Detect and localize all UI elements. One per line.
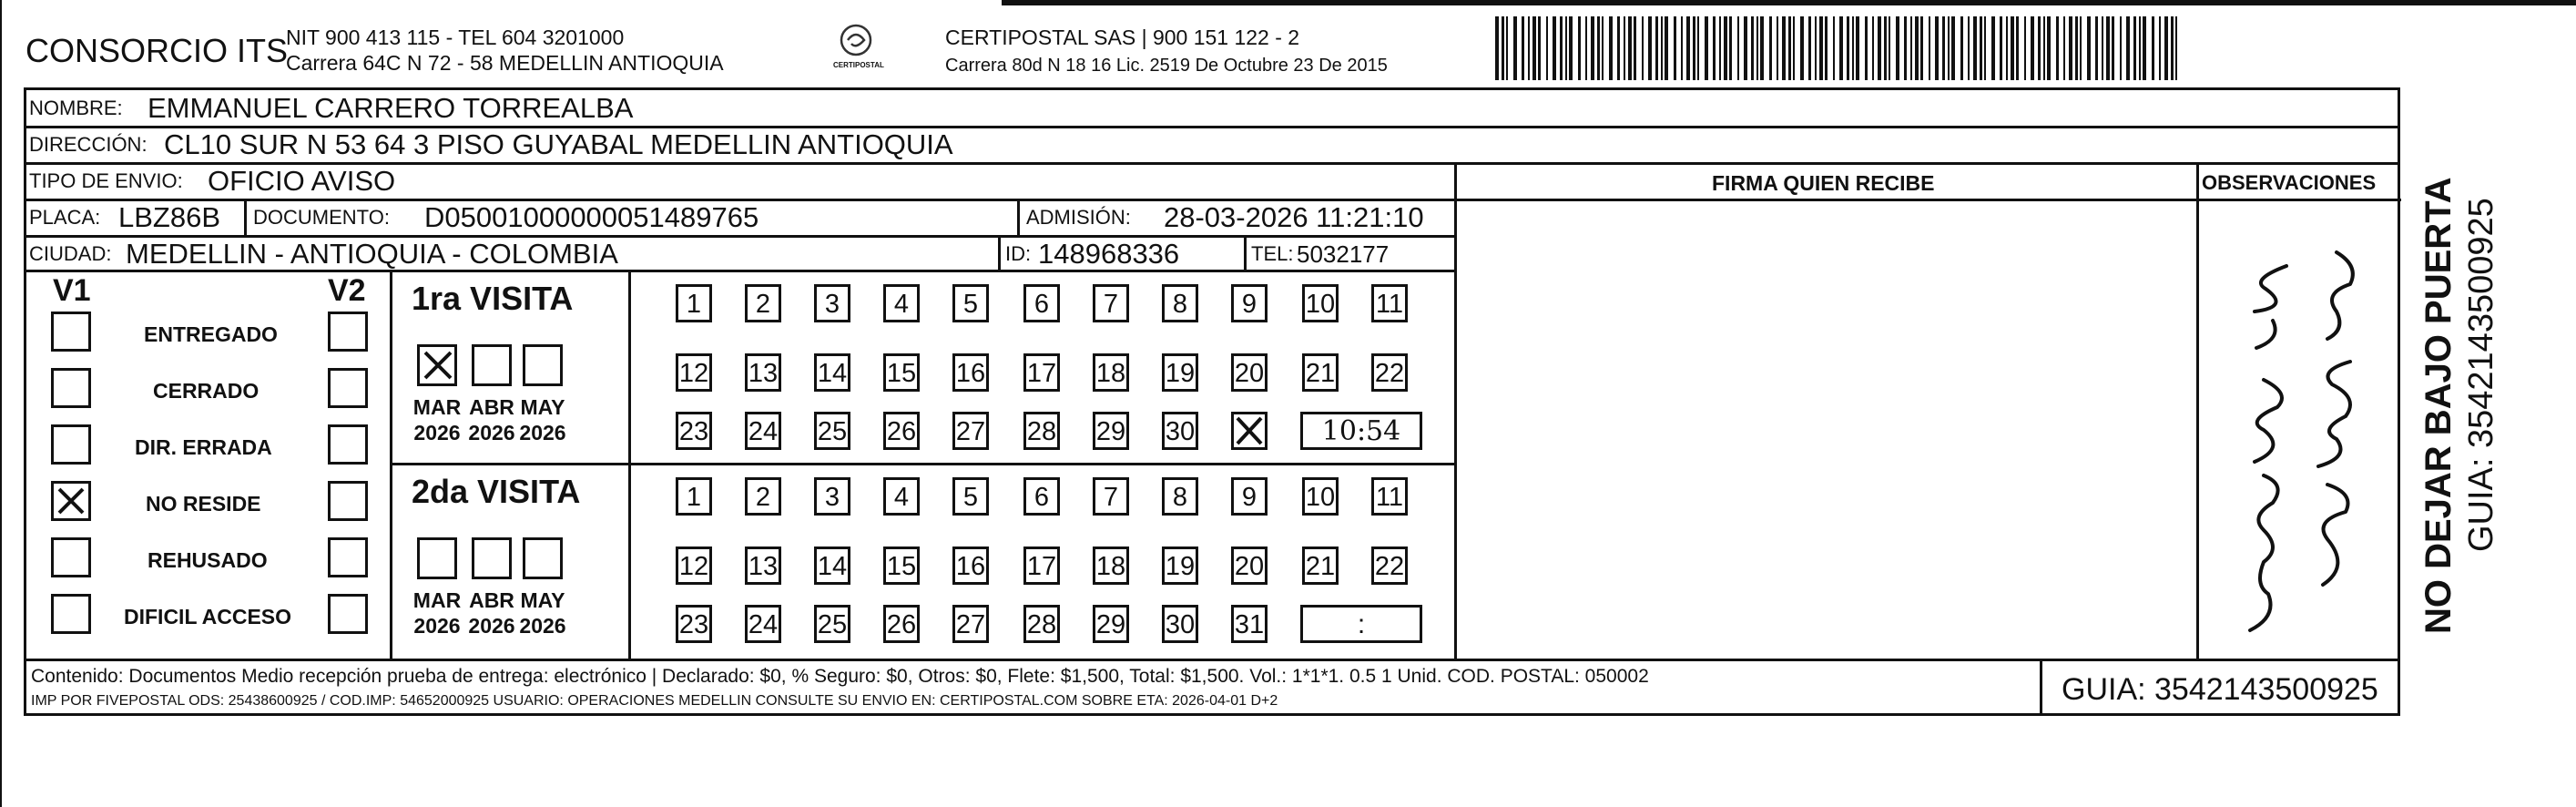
status-option-label: DIR. ERRADA [135,435,272,459]
month-checkbox[interactable] [417,344,457,386]
logo-text: CERTIPOSTAL [833,61,884,69]
x-mark-icon [54,484,88,518]
barcode-bar [1565,16,1567,80]
barcode-bar [1591,16,1594,80]
v1-checkbox[interactable] [51,312,91,352]
barcode-bar [2047,16,2051,80]
barcode-bar [1973,16,1977,80]
barcode-bar [1697,16,1699,80]
day-box[interactable]: 26 [883,412,920,450]
day-box[interactable]: 30 [1162,605,1198,643]
barcode-bar [1502,16,1504,80]
year-label: 2026 [519,614,566,638]
barcode-bar [2011,16,2014,80]
barcode-bar [1686,16,1690,80]
v2-checkbox[interactable] [328,481,368,521]
day-box[interactable]: 6 [1023,477,1060,516]
year-label: 2026 [468,421,515,444]
visit-divider [390,463,1455,465]
barcode-bar [1825,16,1828,80]
documento-label: DOCUMENTO: [253,206,390,229]
day-box[interactable]: 3 [814,477,850,516]
day-box[interactable]: 1 [676,284,712,322]
day-box[interactable]: 14 [814,547,850,585]
certipostal-name: CERTIPOSTAL SAS | 900 151 122 - 2 [945,26,1300,49]
barcode-bar [2126,16,2130,80]
barcode-bar [1648,16,1652,80]
day-box[interactable]: 4 [883,284,920,322]
tel-divider [1244,235,1247,270]
barcode-bar [1522,16,1524,80]
barcode-bar [2175,16,2177,80]
barcode-bar [2102,16,2103,80]
barcode-bar [1528,16,1530,80]
barcode-bar [1769,16,1772,80]
barcode-bar [1756,16,1758,80]
day-box[interactable]: 12 [676,547,712,585]
observaciones-header: OBSERVACIONES [2202,171,2377,194]
admision-label: ADMISIÓN: [1026,206,1131,229]
barcode-bar [1693,16,1695,80]
barcode-bar [1819,16,1823,80]
barcode-bar [2164,16,2168,80]
day-box[interactable]: 24 [745,605,781,643]
day-box[interactable]: 28 [1023,412,1060,450]
barcode-bar [1847,16,1849,80]
day-box[interactable]: 30 [1162,412,1198,450]
day-box[interactable]: 29 [1093,412,1129,450]
day-box[interactable]: 22 [1371,547,1408,585]
day-box[interactable]: 7 [1093,477,1129,516]
barcode-bar [1617,16,1620,80]
top-border [1002,0,2576,5]
year-label: 2026 [468,614,515,638]
day-box[interactable]: 6 [1023,284,1060,322]
day-box[interactable]: 19 [1162,547,1198,585]
nombre-label: NOMBRE: [29,97,123,119]
barcode-bar [1782,16,1786,80]
id-divider [998,235,1001,270]
year-label: 2026 [413,421,461,444]
documento-value: D05001000000051489765 [424,201,759,233]
footer-imp: IMP POR FIVEPOSTAL ODS: 25438600925 / COD.IMP: 54652000925 USUARIO: OPERACIONES MEDELLIN CONSULTE SU ENVIO EN: CERTIPOSTAL.COM SOBRE ETA: 2026-04-01 D+2 [31,693,1278,709]
barcode-bar [1628,16,1632,80]
visit-month-right-line [628,270,631,659]
barcode-bar [2016,16,2019,80]
barcode-bar [1569,16,1573,80]
barcode-bar [1602,16,1604,80]
day-box[interactable]: 21 [1302,353,1339,392]
barcode-bar [1661,16,1663,80]
v1-checkbox[interactable] [51,537,91,577]
guia-divider [2040,659,2042,716]
barcode-bar [1968,16,1970,80]
barcode-bar [1597,16,1600,80]
day-box[interactable]: 31 [1231,605,1268,643]
month-label: MAY [520,395,565,419]
barcode-bar [1942,16,1945,80]
barcode-bar [2075,16,2078,80]
barcode-bar [1889,16,1890,80]
status-option-label: NO RESIDE [146,492,261,516]
day-box[interactable]: 15 [883,547,920,585]
barcode-bar [2143,16,2146,80]
day-box[interactable]: 18 [1093,353,1129,392]
day-box[interactable]: 11 [1371,477,1408,516]
barcode-bar [1585,16,1587,80]
barcode-bar [1852,16,1854,80]
day-box[interactable]: 10 [1302,284,1339,322]
firma-header-line [1454,199,2401,201]
day-box[interactable]: 5 [952,284,989,322]
month-label: ABR [469,395,514,419]
barcode-bar [1578,16,1581,80]
barcode-bar [1713,16,1716,80]
day-box[interactable]: 20 [1231,353,1268,392]
v1-checkbox[interactable] [51,481,91,521]
day-box[interactable]: 25 [814,412,850,450]
barcode-bar [1532,16,1536,80]
day-box[interactable]: 2 [745,477,781,516]
barcode-bar [1935,16,1939,80]
company-name: CONSORCIO ITS [25,32,289,69]
barcode-bar [2043,16,2045,80]
barcode-bar [1951,16,1955,80]
barcode-bar [1751,16,1754,80]
barcode-bar [1760,16,1764,80]
v1-checkbox[interactable] [51,424,91,465]
barcode-bar [1865,16,1868,80]
day-box[interactable]: 7 [1093,284,1129,322]
barcode-bar [1729,16,1732,80]
side-text [2404,87,2513,643]
barcode-bar [2000,16,2002,80]
side-guia: GUIA: 3542143500925 [2462,198,2500,552]
observaciones-handwriting-text [2200,202,2211,203]
barcode-image [1495,16,2180,80]
barcode-bar [1674,16,1676,80]
barcode-bar [1910,16,1912,80]
barcode-bar [1744,16,1747,80]
barcode-bar [2159,16,2161,80]
month-checkbox[interactable] [523,344,563,386]
barcode-bar [1793,16,1795,80]
barcode-bar [1546,16,1548,80]
barcode-bar [1800,16,1804,80]
v2-checkbox[interactable] [328,594,368,634]
barcode-bar [1929,16,1930,80]
barcode-bar [2139,16,2141,80]
admision-divider [1017,199,1020,235]
day-box[interactable]: 18 [1093,547,1129,585]
barcode-bar [1904,16,1907,80]
barcode-bar [2106,16,2110,80]
day-box[interactable]: 23 [676,605,712,643]
barcode-bar [1920,16,1923,80]
barcode-bar [2006,16,2008,80]
barcode-bar [1872,16,1874,80]
barcode-bar [1560,16,1563,80]
id-value: 148968336 [1038,238,1180,270]
ciudad-label: CIUDAD: [29,242,112,265]
admision-value: 28-03-2026 11:21:10 [1164,201,1424,233]
barcode-bar [1984,16,1986,80]
day-box[interactable]: 13 [745,353,781,392]
barcode-bar [1884,16,1887,80]
barcode-bar [1553,16,1556,80]
barcode-bar [2120,16,2122,80]
barcode-bar [1681,16,1683,80]
barcode-bar [1960,16,1963,80]
day-box[interactable]: 17 [1023,353,1060,392]
day-box[interactable]: 15 [883,353,920,392]
day-box[interactable]: 5 [952,477,989,516]
placa-label: PLACA: [29,206,101,229]
month-label: MAY [520,588,565,612]
day-box[interactable]: 3 [814,284,850,322]
left-edge [0,0,2,807]
direccion-value: CL10 SUR N 53 64 3 PISO GUYABAL MEDELLIN ANTIOQUIA [164,128,953,160]
certipostal-logo [824,22,888,77]
visit-title: 1ra VISITA [412,280,574,317]
day-box[interactable]: 10 [1302,477,1339,516]
barcode-bar [1878,16,1881,80]
barcode-bar [1634,16,1636,80]
tel-label: TEL: [1251,242,1294,265]
day-box[interactable]: 8 [1162,477,1198,516]
tel-value: 5032177 [1297,240,1390,268]
barcode-bar [1815,16,1817,80]
day-box[interactable]: 25 [814,605,850,643]
company-nit-tel: NIT 900 413 115 - TEL 604 3201000 [286,26,625,49]
barcode-bar [1980,16,1982,80]
x-mark-icon [1234,414,1265,447]
firma-header: FIRMA QUIEN RECIBE [1712,171,1935,195]
barcode-bar [2069,16,2072,80]
barcode-bar [1705,16,1708,80]
barcode-bar [2152,16,2154,80]
direccion-label: DIRECCIÓN: [29,133,148,156]
barcode-bar [1724,16,1727,80]
company-address: Carrera 64C N 72 - 58 MEDELLIN ANTIOQUIA [286,51,724,75]
day-box[interactable]: 13 [745,547,781,585]
v1-checkbox[interactable] [51,368,91,408]
day-box[interactable]: 23 [676,412,712,450]
barcode-bar [1777,16,1778,80]
certipostal-license: Carrera 80d N 18 16 Lic. 2519 De Octubre 23 De 2015 [945,56,1388,76]
nombre-value: EMMANUEL CARRERO TORREALBA [148,92,634,124]
tipo-envio-label: TIPO DE ENVIO: [29,169,183,192]
day-box[interactable]: 22 [1371,353,1408,392]
barcode-bar [1495,16,1499,80]
day-box[interactable]: 9 [1231,284,1268,322]
barcode [1495,16,2180,80]
barcode-bar [2095,16,2098,80]
day-box[interactable]: 24 [745,412,781,450]
id-label: ID: [1005,242,1032,265]
day-box[interactable]: 20 [1231,547,1268,585]
row-line-5 [24,270,1455,272]
barcode-bar [1896,16,1899,80]
barcode-bar [2024,16,2026,80]
footer-line [24,659,2400,661]
day-box[interactable]: 12 [676,353,712,392]
barcode-bar [1788,16,1791,80]
footer-contenido: Contenido: Documentos Medio recepción prueba de entrega: electrónico | Declarado: $0, % Seguro: $0, Otros: $0, Flete: $1,500, Total: $1,500. Vol.: 1*1*1. 0.5 1 Unid. COD. POSTAL: 050002 [31,666,1649,687]
time-box[interactable]: 10:54 [1300,412,1422,450]
placa-divider [244,199,247,235]
barcode-bar [1839,16,1843,80]
month-label: ABR [469,588,514,612]
month-checkbox[interactable] [523,537,563,579]
month-label: MAR [412,395,462,419]
day-box-checked[interactable] [1231,412,1268,450]
barcode-bar [1506,16,1508,80]
month-label: MAR [412,588,462,612]
observaciones-handwriting [2200,202,2398,658]
month-checkbox[interactable] [472,537,512,579]
day-box[interactable]: 4 [883,477,920,516]
day-box[interactable]: 1 [676,477,712,516]
day-box[interactable]: 11 [1371,284,1408,322]
barcode-bar [1665,16,1668,80]
barcode-bar [1737,16,1739,80]
day-box[interactable]: 8 [1162,284,1198,322]
firma-left-line [1454,162,1457,659]
barcode-bar [2112,16,2114,80]
year-label: 2026 [413,614,461,638]
v2-checkbox[interactable] [328,368,368,408]
day-box[interactable]: 16 [952,547,989,585]
barcode-bar [1915,16,1919,80]
v2-checkbox[interactable] [328,312,368,352]
status-option-label: CERRADO [153,379,260,403]
barcode-bar [1513,16,1517,80]
barcode-bar [1948,16,1950,80]
year-label: 2026 [519,421,566,444]
barcode-bar [1655,16,1658,80]
status-option-label: DIFICIL ACCESO [124,605,292,628]
barcode-bar [1609,16,1613,80]
barcode-bar [2063,16,2065,80]
day-box[interactable]: 29 [1093,605,1129,643]
barcode-bar [2038,16,2041,80]
day-box[interactable]: 27 [952,605,989,643]
barcode-bar [2031,16,2034,80]
barcode-bar [1642,16,1644,80]
obs-left-line [2196,162,2199,659]
month-checkbox[interactable] [417,537,457,579]
ciudad-value: MEDELLIN - ANTIOQUIA - COLOMBIA [126,238,618,270]
day-box[interactable]: 19 [1162,353,1198,392]
placa-value: LBZ86B [118,201,221,233]
barcode-bar [2171,16,2174,80]
v2-checkbox[interactable] [328,424,368,465]
barcode-bar [1719,16,1721,80]
status-option-label: ENTREGADO [144,322,278,346]
day-box[interactable]: 28 [1023,605,1060,643]
tipo-envio-value: OFICIO AVISO [208,165,396,197]
barcode-bar [1808,16,1811,80]
barcode-bar [1538,16,1541,80]
barcode-bar [1624,16,1625,80]
day-box[interactable]: 21 [1302,547,1339,585]
visit-title: 2da VISITA [412,473,581,510]
barcode-bar [1991,16,1995,80]
day-box[interactable]: 26 [883,605,920,643]
day-box[interactable]: 2 [745,284,781,322]
day-box[interactable]: 9 [1231,477,1268,516]
v2-label: V2 [328,273,366,308]
barcode-bar [2133,16,2136,80]
v2-checkbox[interactable] [328,537,368,577]
v1-label: V1 [53,273,91,308]
day-box[interactable]: 17 [1023,547,1060,585]
footer-guia: GUIA: 3542143500925 [2062,672,2378,707]
day-box[interactable]: 14 [814,353,850,392]
barcode-bar [2056,16,2059,80]
barcode-bar [1833,16,1835,80]
barcode-bar [1856,16,1859,80]
handwriting-image [2200,202,2398,658]
month-checkbox[interactable] [472,344,512,386]
barcode-bar [2087,16,2091,80]
day-box[interactable]: 16 [952,353,989,392]
side-warning: NO DEJAR BAJO PUERTA [2418,177,2459,634]
status-option-label: REHUSADO [148,548,268,572]
x-mark-icon [420,347,456,383]
day-box[interactable]: 27 [952,412,989,450]
time-box[interactable]: : [1300,605,1422,643]
barcode-bar [2080,16,2082,80]
v1-checkbox[interactable] [51,594,91,634]
